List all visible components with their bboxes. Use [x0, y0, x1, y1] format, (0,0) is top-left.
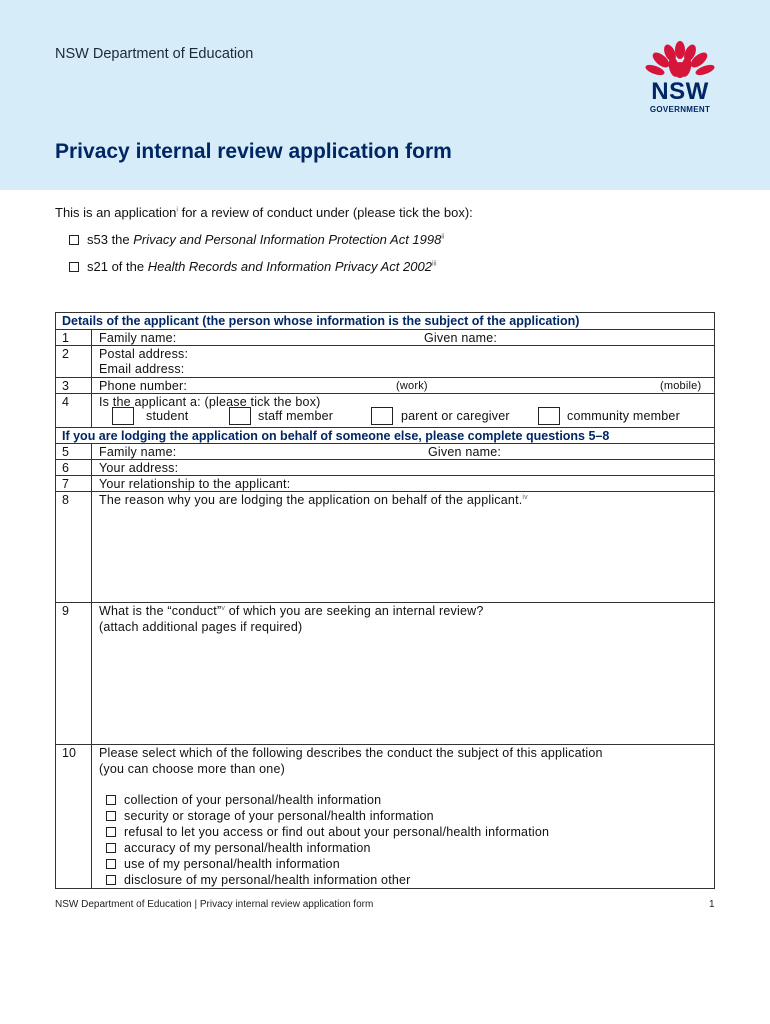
- number-column-divider: [91, 443, 92, 888]
- reason-text: The reason why you are lodging the application on behalf of the applicant.: [99, 493, 523, 507]
- act-option-hrip[interactable]: [69, 259, 437, 274]
- number-column-divider: [91, 329, 92, 427]
- parent-caregiver-checkbox[interactable]: [371, 407, 393, 425]
- endnote-ii: ii: [441, 233, 445, 241]
- conduct-option-label: collection of your personal/health information: [124, 793, 382, 807]
- conduct-option-label: use of my personal/health information: [124, 857, 340, 871]
- parent-caregiver-option: parent or caregiver: [401, 409, 510, 423]
- question-number: 7: [62, 477, 69, 491]
- conduct-text-b: of which you are seeking an internal review?: [228, 604, 484, 618]
- row-line: [55, 475, 715, 476]
- checkbox[interactable]: [106, 875, 116, 885]
- department-name: NSW Department of Education: [55, 46, 254, 62]
- table-border-bottom: [55, 888, 715, 889]
- row-line: [55, 393, 715, 394]
- checkbox[interactable]: [106, 795, 116, 805]
- given-name-label: Given name:: [424, 331, 498, 345]
- row-line: [55, 744, 715, 745]
- checkbox[interactable]: [106, 827, 116, 837]
- page-title: Privacy internal review application form: [55, 140, 452, 163]
- question-number: 6: [62, 461, 69, 475]
- student-checkbox[interactable]: [112, 407, 134, 425]
- conduct-option-label: security or storage of your personal/health information: [124, 809, 434, 823]
- mobile-phone-label: (mobile): [660, 380, 702, 392]
- checkbox[interactable]: [69, 262, 79, 272]
- your-address-label: Your address:: [99, 461, 179, 475]
- question-number: 10: [62, 746, 76, 760]
- conduct-type-label: Please select which of the following describes the conduct the subject of this application: [99, 746, 603, 760]
- logo-wordmark: NSW: [651, 78, 709, 105]
- conduct-option-label: accuracy of my personal/health information: [124, 841, 371, 855]
- row-line: [55, 443, 715, 444]
- act-name: Privacy and Personal Information Protection Act 1998: [133, 232, 442, 247]
- table-border-right: [714, 312, 715, 889]
- endnote-v: v: [221, 604, 226, 612]
- email-address-label: Email address:: [99, 362, 185, 376]
- row-line: [55, 427, 715, 428]
- checkbox[interactable]: [106, 811, 116, 821]
- conduct-option[interactable]: [106, 793, 381, 807]
- intro-text: [55, 205, 473, 220]
- conduct-option-label: refusal to let you access or find out about your personal/health information: [124, 825, 550, 839]
- checkbox[interactable]: [106, 859, 116, 869]
- row-line: [55, 377, 715, 378]
- section-heading-applicant: Details of the applicant (the person whose information is the subject of the application): [62, 314, 580, 328]
- act-name: Health Records and Information Privacy Act 2002: [147, 259, 432, 274]
- row-line: [55, 345, 715, 346]
- act-prefix: s53 the: [87, 232, 134, 247]
- question-number: 9: [62, 604, 69, 618]
- table-border-left: [55, 312, 56, 889]
- question-number: 3: [62, 379, 69, 393]
- conduct-subtext: (attach additional pages if required): [99, 620, 303, 634]
- waratah-flower-icon: [644, 40, 716, 80]
- conduct-type-subtext: (you can choose more than one): [99, 762, 285, 776]
- conduct-option[interactable]: [106, 857, 340, 871]
- question-number: 8: [62, 493, 69, 507]
- row-line: [55, 602, 715, 603]
- question-number: 1: [62, 331, 69, 345]
- act-option-ppip[interactable]: [69, 232, 444, 247]
- postal-address-label: Postal address:: [99, 347, 189, 361]
- section-heading-on-behalf: If you are lodging the application on behalf of someone else, please complete questions 5–8: [62, 429, 610, 443]
- conduct-label: [99, 604, 483, 618]
- act-prefix: s21 of the: [87, 259, 148, 274]
- conduct-text-a: What is the “conduct”: [99, 604, 222, 618]
- work-phone-label: (work): [396, 380, 428, 392]
- endnote-iii: iii: [431, 260, 437, 268]
- intro-lead: This is an application: [55, 205, 177, 220]
- header-banner: [0, 0, 770, 190]
- checkbox[interactable]: [106, 843, 116, 853]
- community-member-option: community member: [567, 409, 680, 423]
- page-number: 1: [709, 899, 715, 910]
- student-option: student: [146, 409, 189, 423]
- logo-subword: GOVERNMENT: [649, 105, 711, 114]
- staff-member-option: staff member: [258, 409, 334, 423]
- question-number: 5: [62, 445, 69, 459]
- endnote-i: i: [176, 206, 178, 214]
- phone-number-label: Phone number:: [99, 379, 188, 393]
- your-given-name-label: Given name:: [428, 445, 502, 459]
- row-line: [55, 329, 715, 330]
- page-footer: NSW Department of Education | Privacy internal review application form: [55, 899, 374, 910]
- checkbox[interactable]: [69, 235, 79, 245]
- question-number: 2: [62, 347, 69, 361]
- row-line: [55, 459, 715, 460]
- community-member-checkbox[interactable]: [538, 407, 560, 425]
- conduct-option[interactable]: [106, 809, 434, 823]
- conduct-option[interactable]: [106, 825, 549, 839]
- endnote-iv: iv: [522, 493, 528, 501]
- nsw-government-logo: [644, 40, 718, 116]
- staff-member-checkbox[interactable]: [229, 407, 251, 425]
- conduct-option-label: disclosure of my personal/health information other: [124, 873, 411, 887]
- relationship-label: Your relationship to the applicant:: [99, 477, 291, 491]
- reason-label: [99, 493, 528, 507]
- intro-tail: for a review of conduct under (please tick the box):: [181, 205, 473, 220]
- question-number: 4: [62, 395, 69, 409]
- table-border-top: [55, 312, 715, 313]
- conduct-option[interactable]: [106, 841, 371, 855]
- conduct-option[interactable]: [106, 873, 411, 887]
- family-name-label: Family name:: [99, 331, 177, 345]
- row-line: [55, 491, 715, 492]
- applicant-type-label: Is the applicant a: (please tick the box): [99, 395, 321, 409]
- your-family-name-label: Family name:: [99, 445, 177, 459]
